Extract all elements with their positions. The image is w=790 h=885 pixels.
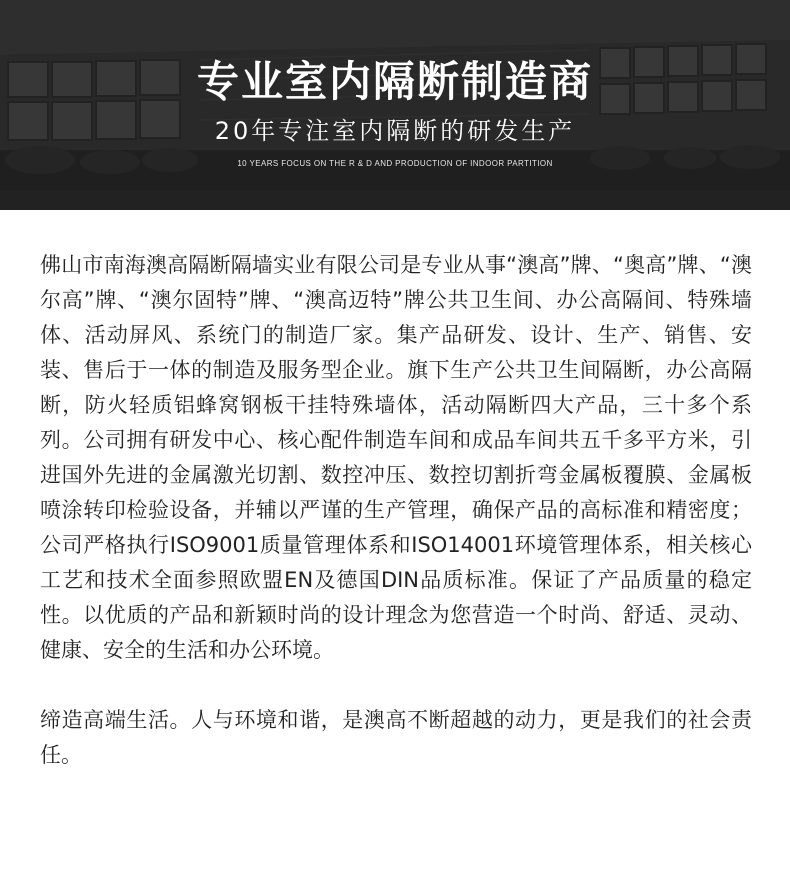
banner-title: 专业室内隔断制造商 — [196, 57, 593, 106]
banner-subtitle: 20年专注室内隔断的研发生产 — [214, 117, 576, 145]
company-introduction — [40, 248, 752, 773]
closing-paragraph: 缔造高端生活。人与环境和谐，是澳高不断超越的动力，更是我们的社会责任。 — [40, 708, 752, 767]
intro-paragraph: 佛山市南海澳高隔断隔墙实业有限公司是专业从事“澳高”牌、“奥高”牌、“澳尔高”牌、“澳尔固特”牌、“澳高迈特”牌公共卫生间、办公高隔间、特殊墙体、活动屏风、系统门的制造厂家。集产品研发、设计、生产、销售、安装、售后于一体的制造及服务型企业。旗下生产公共卫生间隔断，办公高隔断，防火轻质铝蜂窝钢板干挂特殊墙体，活动隔断四大产品，三十多个系列。公司拥有研发中心、核心配件制造车间和成品车间共五千多平方米，引进国外先进的金属激光切割、数控冲压、数控切割折弯金属板覆膜、金属板喷涂转印检验设备，并辅以严谨的生产管理，确保产品的高标准和精密度；公司严格执行ISO9001质量管理体系和ISO14001环境管理体系，相关核心工艺和技术全面参照欧盟EN及德国DIN品质标准。保证了产品质量的稳定性。以优质的产品和新颖时尚的设计理念为您营造一个时尚、舒适、灵动、健康、安全的生活和办公环境。 — [40, 253, 752, 662]
banner-english-tagline: 10 YEARS FOCUS ON THE R & D AND PRODUCTION OF INDOOR PARTITION — [237, 159, 553, 168]
hero-banner — [0, 0, 790, 210]
